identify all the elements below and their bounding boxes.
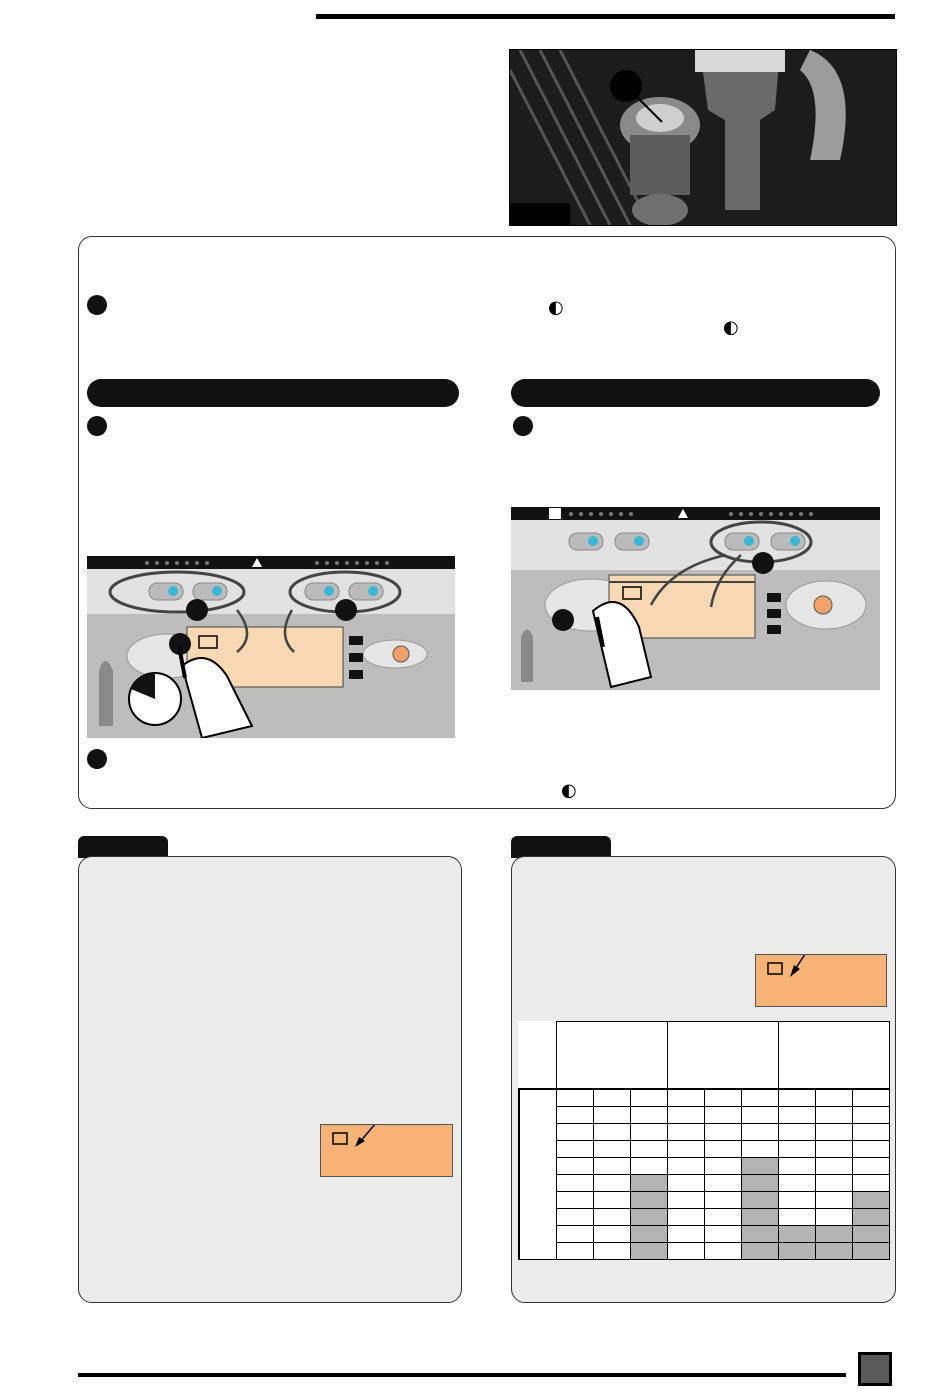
info-panel-left — [78, 856, 462, 1303]
section-bar-left — [87, 379, 459, 407]
reference-table — [518, 1021, 890, 1260]
light-indicator-icon: ◐ — [723, 317, 739, 338]
boiler-photo — [509, 49, 897, 226]
display-readout-right — [755, 954, 887, 1007]
light-indicator-icon: ◐ — [561, 780, 577, 801]
header-rule — [316, 14, 895, 19]
page-number-box — [858, 1352, 892, 1386]
section-bar-right — [511, 379, 880, 407]
step-bullet-1 — [87, 295, 107, 315]
footer-rule — [78, 1373, 846, 1377]
light-indicator-icon: ◐ — [548, 297, 564, 318]
control-panel-right — [511, 507, 880, 690]
display-readout-left — [320, 1124, 453, 1177]
control-panel-left — [87, 556, 455, 738]
step-bullet-left — [87, 416, 107, 436]
tab-left — [78, 836, 168, 858]
step-bullet-left-2 — [87, 749, 107, 769]
tab-right — [511, 836, 611, 858]
step-bullet-right — [513, 416, 533, 436]
boiler-valve-image — [510, 50, 896, 225]
